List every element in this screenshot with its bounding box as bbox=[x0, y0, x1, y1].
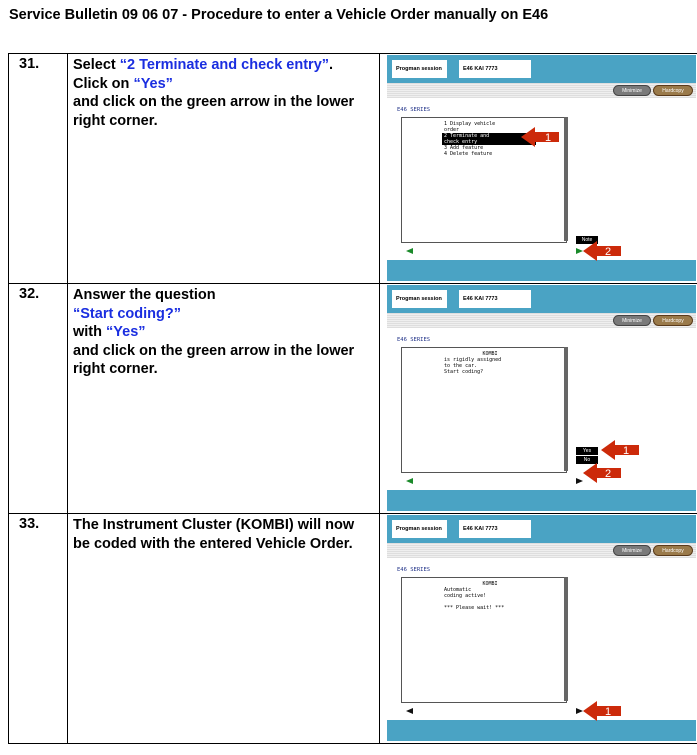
step-number: 33. bbox=[9, 514, 68, 744]
text-segment: Select bbox=[73, 57, 120, 73]
text-segment: with bbox=[73, 324, 107, 340]
menu-item: order bbox=[444, 127, 460, 133]
menu-item: coding active! bbox=[444, 593, 487, 599]
vehicle-label: E46 KAI 7773 bbox=[459, 60, 531, 78]
series-label: E46 SERIES bbox=[397, 567, 431, 573]
menu-item-selected: 2 Terminate and bbox=[442, 133, 536, 139]
menu-item: is rigidly assigned bbox=[444, 357, 502, 363]
note-box: Note bbox=[576, 236, 598, 244]
step-line bbox=[73, 323, 375, 342]
step-row-31 bbox=[9, 54, 697, 284]
left-arrow-icon bbox=[406, 708, 413, 714]
minimize-button: Minimize bbox=[613, 315, 651, 326]
step-line: and click on the green arrow in the lower right corner. bbox=[73, 342, 355, 377]
right-arrow-icon bbox=[576, 478, 583, 484]
text-segment: . bbox=[329, 57, 334, 73]
marker-number: 2 bbox=[605, 468, 612, 480]
step-row-33 bbox=[9, 514, 697, 744]
progman-screen bbox=[387, 285, 696, 511]
step-line bbox=[73, 56, 375, 75]
menu-item: Start coding? bbox=[444, 369, 484, 375]
menu-item: to the car. bbox=[444, 363, 478, 369]
step-row-32 bbox=[9, 284, 697, 514]
menu-item: Automatic bbox=[444, 587, 472, 593]
screen-bottom-bar bbox=[387, 260, 696, 281]
hardcopy-button: Hardcopy bbox=[653, 85, 693, 96]
marker-number: 1 bbox=[605, 706, 612, 718]
minimize-button: Minimize bbox=[613, 545, 651, 556]
step-line: and click on the green arrow in the lower right corner. bbox=[73, 94, 355, 129]
red-arrow-icon bbox=[583, 701, 621, 721]
menu-item: KOMBI bbox=[482, 581, 498, 587]
session-label: Progman session bbox=[392, 290, 447, 308]
menu-item: 4 Delete feature bbox=[444, 151, 493, 157]
marker-number: 1 bbox=[623, 445, 630, 457]
screen-panel bbox=[401, 347, 567, 473]
menu-item: *** Please wait! *** bbox=[444, 605, 505, 611]
highlight-option: “Yes” bbox=[133, 75, 173, 92]
step-number: 32. bbox=[9, 284, 68, 514]
screen-bottom-bar bbox=[387, 720, 696, 741]
steps-table bbox=[8, 53, 697, 744]
step-line bbox=[73, 75, 375, 94]
series-label: E46 SERIES bbox=[397, 107, 431, 113]
screen-scrollbar bbox=[564, 577, 568, 701]
green-right-arrow-icon bbox=[576, 248, 583, 254]
hardcopy-button: Hardcopy bbox=[653, 545, 693, 556]
yes-box: Yes bbox=[576, 447, 598, 455]
menu-item: 3 Add feature bbox=[444, 145, 484, 151]
red-arrow-icon bbox=[583, 463, 621, 483]
green-left-arrow-icon bbox=[406, 478, 413, 484]
screenshot-cell bbox=[380, 284, 697, 514]
vehicle-label: E46 KAI 7773 bbox=[459, 520, 531, 538]
menu-item: KOMBI bbox=[482, 351, 498, 357]
highlight-option: “2 Terminate and check entry” bbox=[119, 57, 330, 73]
vehicle-label: E46 KAI 7773 bbox=[459, 290, 531, 308]
screen-scrollbar bbox=[564, 347, 568, 471]
screen-menu bbox=[442, 351, 536, 375]
screenshot-cell bbox=[380, 514, 697, 744]
screen-panel bbox=[401, 577, 567, 703]
no-box: No bbox=[576, 456, 598, 464]
step-text bbox=[68, 54, 380, 284]
text-segment: Click on bbox=[73, 75, 134, 92]
step-number: 31. bbox=[9, 54, 68, 284]
red-arrow-icon bbox=[583, 241, 621, 261]
progman-screen bbox=[387, 515, 696, 741]
hardcopy-button: Hardcopy bbox=[653, 315, 693, 326]
green-left-arrow-icon bbox=[406, 248, 413, 254]
screenshot-cell bbox=[380, 54, 697, 284]
screen-bottom-bar bbox=[387, 490, 696, 511]
session-label: Progman session bbox=[392, 60, 447, 78]
highlight-option: “Yes” bbox=[106, 324, 146, 340]
screen-scrollbar bbox=[564, 117, 568, 241]
right-arrow-icon bbox=[576, 708, 583, 714]
screen-menu bbox=[442, 581, 536, 611]
series-label: E46 SERIES bbox=[397, 337, 431, 343]
step-line: Answer the question bbox=[73, 287, 216, 303]
red-arrow-icon bbox=[521, 127, 559, 147]
marker-number: 2 bbox=[605, 246, 612, 258]
marker-number: 1 bbox=[545, 132, 552, 144]
step-text bbox=[68, 514, 380, 744]
session-label: Progman session bbox=[392, 520, 447, 538]
progman-screen bbox=[387, 55, 696, 281]
highlight-option: “Start coding?” bbox=[73, 305, 181, 322]
step-line: The Instrument Cluster (KOMBI) will now be coded with the entered Vehicle Order. bbox=[73, 517, 355, 552]
minimize-button: Minimize bbox=[613, 85, 651, 96]
menu-item: 1 Display vehicle bbox=[444, 121, 496, 127]
menu-item-selected: check entry bbox=[442, 139, 536, 145]
red-arrow-icon bbox=[601, 440, 639, 460]
step-text bbox=[68, 284, 380, 514]
document-title: Service Bulletin 09 06 07 - Procedure to enter a Vehicle Order manually on E46 bbox=[9, 7, 549, 23]
